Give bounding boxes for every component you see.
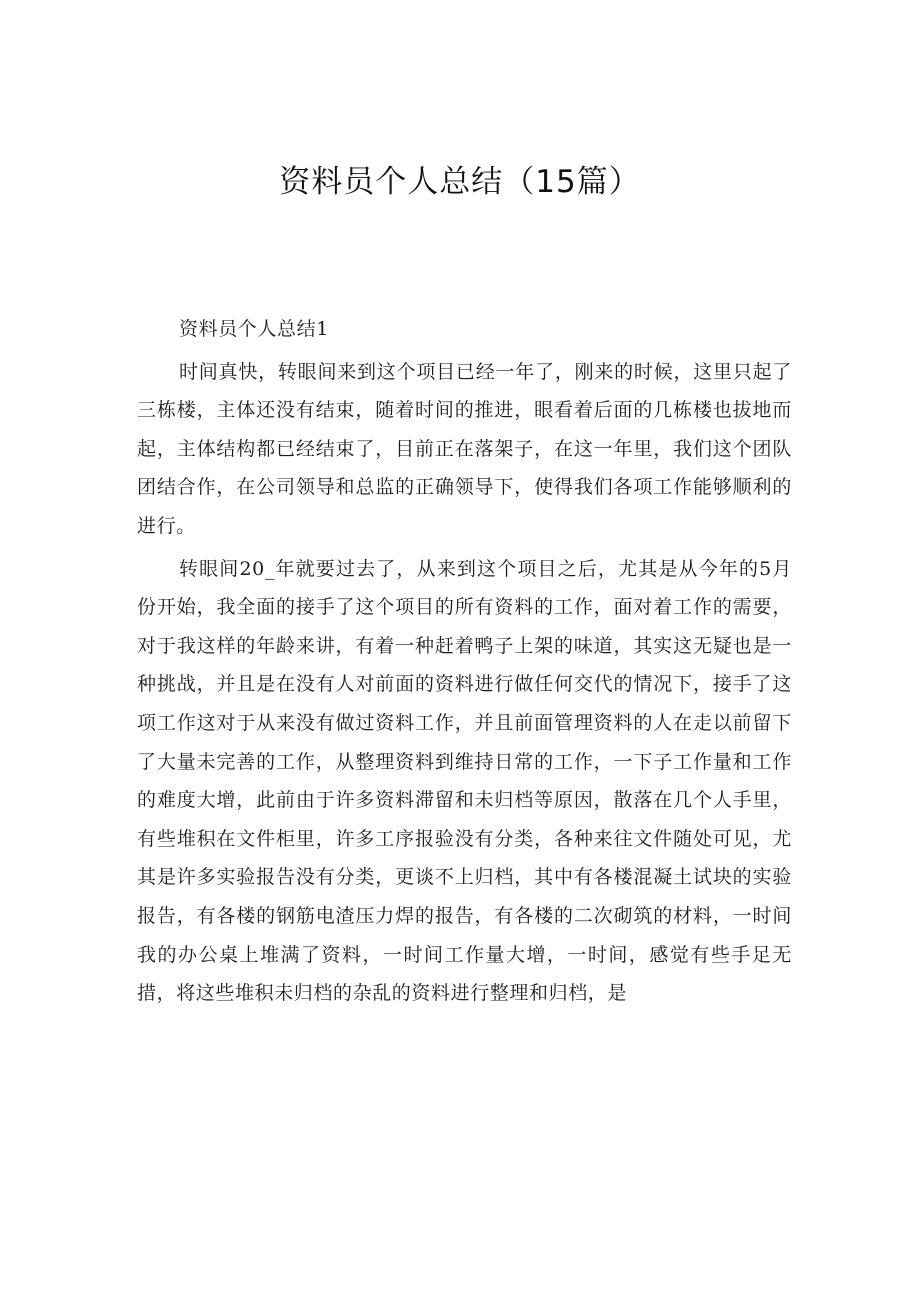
document-title: 资料员个人总结（15篇） — [279, 164, 641, 200]
document-body — [137, 310, 792, 1013]
paragraph: 时间真快，转眼间来到这个项目已经一年了，刚来的时候，这里只起了三栋楼，主体还没有结束，随着时间的推进，眼看着后面的几栋楼也拔地而起，主体结构都已经结束了，目前正在落架子，在这一年里，我们这个团队团结合作，在公司领导和总监的正确领导下，使得我们各项工作能够顺利的进行。 — [137, 360, 792, 537]
paragraph: 转眼间20_年就要过去了，从来到这个项目之后，尤其是从今年的5月份开始，我全面的接手了这个项目的所有资料的工作，面对着工作的需要，对于我这样的年龄来讲，有着一种赶着鸭子上架的味道，其实这无疑也是一种挑战，并且是在没有人对前面的资料进行做任何交代的情况下，接手了这项工作这对于从来没有做过资料工作，并且前面管理资料的人在走以前留下了大量未完善的工作，从整理资料到维持日常的工作，一下子工作量和工作的难度大增，此前由于许多资料滞留和未归档等原因，散落在几个人手里，有些堆积在文件柜里，许多工序报验没有分类，各种来往文件随处可见，尤其是许多实验报告没有分类，更谈不上归档，其中有各楼混凝土试块的实验报告，有各楼的钢筋电渣压力焊的报告，有各楼的二次砌筑的材料，一时间我的办公桌上堆满了资料，一时间工作量大增，一时间，感觉有些手足无措，将这些堆积未归档的杂乱的资料进行整理和归档，是 — [137, 557, 792, 1005]
section-heading: 资料员个人总结1 — [179, 318, 329, 340]
